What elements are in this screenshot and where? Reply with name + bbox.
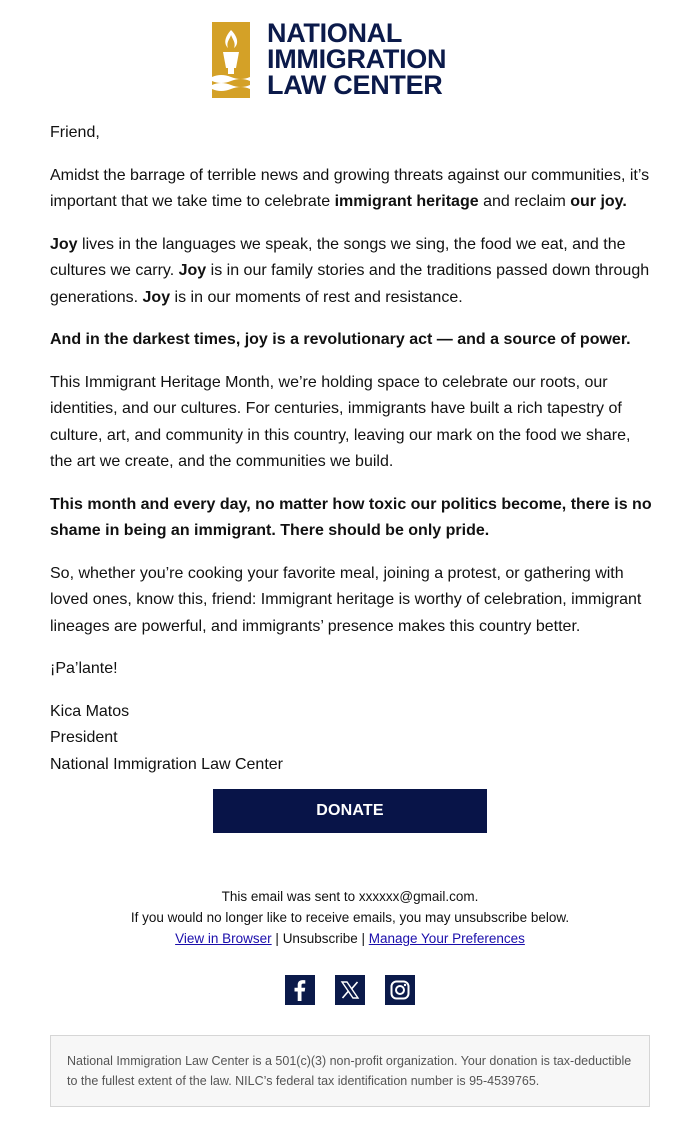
paragraph-5: This month and every day, no matter how toxic our politics become, there is no shame in being an immigrant. There should be only pride. bbox=[50, 495, 652, 539]
unsubscribe-link[interactable]: Unsubscribe bbox=[282, 931, 358, 946]
instagram-icon[interactable] bbox=[385, 975, 415, 1005]
email-footer bbox=[0, 886, 700, 949]
signature-org: National Immigration Law Center bbox=[50, 755, 283, 773]
x-icon[interactable] bbox=[335, 975, 365, 1005]
email-body bbox=[50, 120, 654, 794]
paragraph-4: This Immigrant Heritage Month, we’re holding space to celebrate our roots, our identities, and our cultures. For centuries, immigrants have built a rich tapestry of culture, art, and community in this country, leaving our mark on the food we share, the art we create, and the communities we build. bbox=[50, 373, 631, 470]
donate-button[interactable]: DONATE bbox=[213, 789, 487, 833]
torch-logo-icon bbox=[212, 22, 250, 98]
signature-name: Kica Matos bbox=[50, 702, 130, 720]
paragraph-2: Joy lives in the languages we speak, the songs we sing, the food we eat, and the cultures we carry. Joy is in our family stories and the traditions passed down through generations. Joy is in our moments of rest and resistance. bbox=[50, 235, 650, 306]
manage-preferences-link[interactable]: Manage Your Preferences bbox=[368, 931, 525, 946]
unsubscribe-note: If you would no longer like to receive emails, you may unsubscribe below. bbox=[130, 910, 570, 925]
logo-line-3: LAW CENTER bbox=[267, 70, 443, 100]
logo-line-2: IMMIGRATION bbox=[267, 44, 447, 74]
paragraph-1: Amidst the barrage of terrible news and growing threats against our communities, it’s important that we take time to celebrate immigrant heritage and reclaim our joy. bbox=[50, 166, 650, 210]
nilc-logo bbox=[212, 20, 492, 100]
facebook-icon[interactable] bbox=[285, 975, 315, 1005]
paragraph-3: And in the darkest times, joy is a revolutionary act — and a source of power. bbox=[50, 331, 631, 348]
legal-disclaimer: National Immigration Law Center is a 501(c)(3) non-profit organization. Your donation is tax-deductible to the fullest extent of the law. NILC’s federal tax identification number is 95-4539765. bbox=[50, 1035, 650, 1107]
greeting: Friend, bbox=[50, 124, 100, 141]
signature-title: President bbox=[50, 729, 118, 746]
closing: ¡Pa’lante! bbox=[50, 660, 118, 677]
signature bbox=[50, 699, 654, 779]
paragraph-6: So, whether you’re cooking your favorite meal, joining a protest, or gathering with loved ones, know this, friend: Immigrant heritage is worthy of celebration, immigrant lineages are powerful, and immigrants’ presence makes this country better. bbox=[50, 564, 642, 635]
social-links bbox=[0, 975, 700, 1005]
view-in-browser-link[interactable]: View in Browser bbox=[175, 931, 272, 946]
sent-to-text: This email was sent to xxxxxx@gmail.com. bbox=[221, 889, 479, 904]
footer-links: View in Browser | Unsubscribe | Manage Your Preferences bbox=[175, 931, 525, 946]
logo-wordmark bbox=[267, 20, 497, 98]
logo-line-1: NATIONAL bbox=[267, 18, 403, 48]
